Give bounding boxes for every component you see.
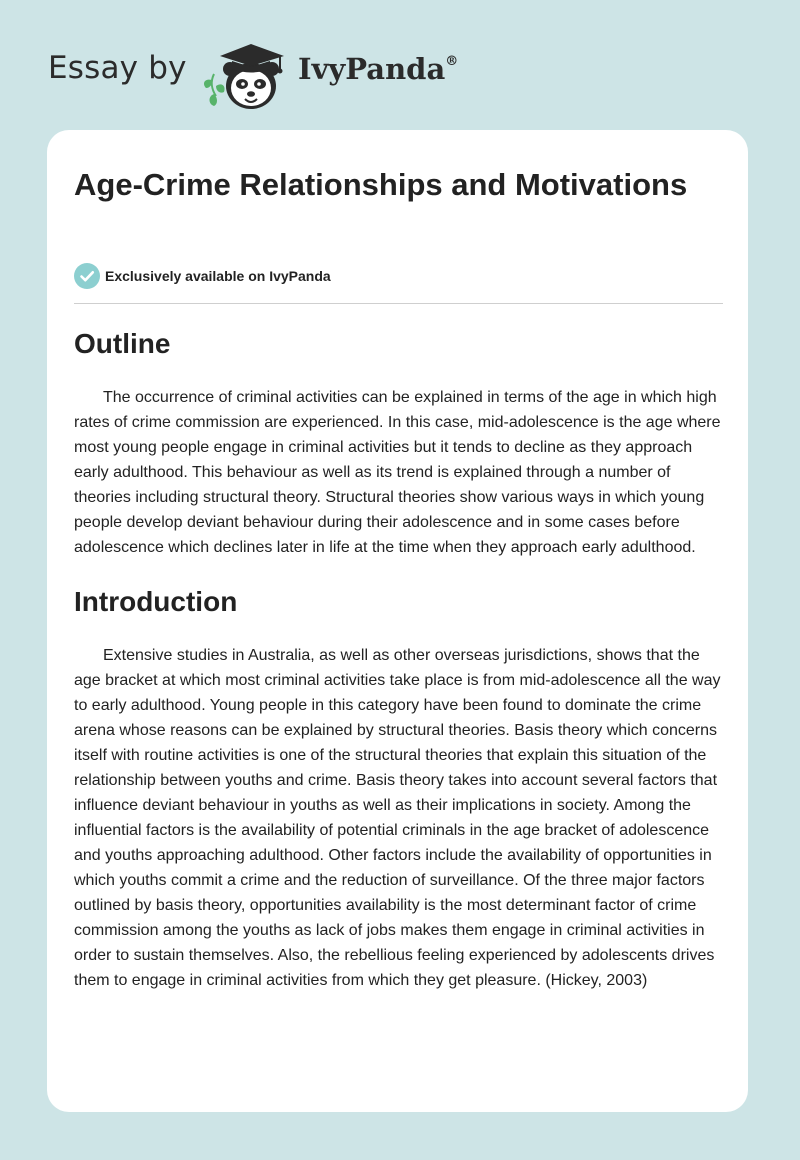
title-divider xyxy=(74,303,723,304)
exclusive-badge-label: Exclusively available on IvyPanda xyxy=(105,268,331,284)
brand-prefix: Essay by xyxy=(48,50,187,86)
section-heading-outline: Outline xyxy=(74,328,171,359)
essay-card xyxy=(47,130,748,1112)
section-paragraph-outline: The occurrence of criminal activities can be explained in terms of the age in which high rates of crime commission are experienced. In this case, mid-adolescence is the age where most young people engage in criminal activities but it tends to decline as they approach early adulthood. This behaviour as well as its trend is explained through a number of theories including structural theory. Structural theories show various ways in which young people develop deviant behaviour during their adolescence and in some cases before adolescence which declines later in life at the time when they approach early adulthood. xyxy=(74,389,721,556)
site-header-brand[interactable] xyxy=(48,34,468,114)
essay-title: Age-Crime Relationships and Motivations xyxy=(74,167,688,202)
section-heading-introduction: Introduction xyxy=(74,586,238,617)
essay-content xyxy=(74,322,724,993)
brand-name: IvyPanda® xyxy=(298,52,459,86)
check-circle-icon xyxy=(74,263,100,289)
exclusive-badge xyxy=(74,263,331,289)
section-paragraph-introduction: Extensive studies in Australia, as well as other overseas jurisdictions, shows that the age bracket at which most criminal activities take place is from mid-adolescence all the way to early adulthood. Young people in this category have been found to dominate the crime arena whose reasons can be explained by structural theories. Basis theory which concerns itself with routine activities is one of the structural theories that explain this situation of the relationship between youths and crime. Basis theory takes into account several factors that influence deviant behaviour in youths as well as their implications in society. Among the influential factors is the availability of potential criminals in the age bracket of adolescence and youths approaching adulthood. Other factors include the availability of opportunities in which youths commit a crime and the reduction of surveillance. Of the three major factors outlined by basis theory, opportunities availability is the most determinant factor of crime commission among the youths as lack of jobs makes them engage in criminal activities in order to sustain themselves. Also, the rebellious feeling experienced by adolescents drives them to engage in criminal activities from which they get pleasure. (Hickey, 2003) xyxy=(74,647,721,989)
panda-graduate-logo-icon xyxy=(200,34,292,114)
